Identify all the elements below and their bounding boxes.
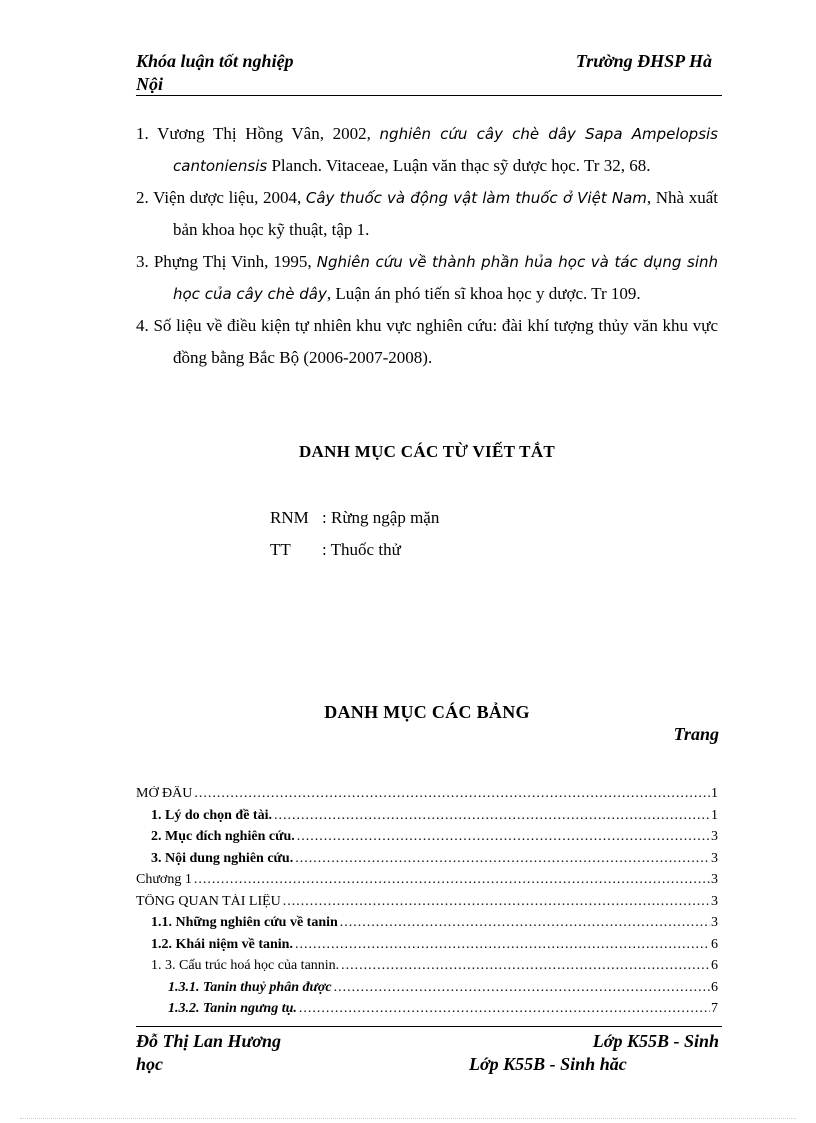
toc-leader-dots — [283, 894, 710, 910]
toc-entry[interactable] — [136, 958, 718, 980]
page-column-label: Trang — [673, 724, 719, 744]
toc-entry[interactable] — [136, 872, 718, 894]
abbreviation-value: Thuốc thử — [330, 540, 401, 559]
abbreviation-value: Rừng ngập mặn — [330, 508, 440, 527]
toc-leader-dots — [194, 786, 710, 802]
footer-major: học — [136, 1054, 163, 1074]
toc-entry[interactable] — [136, 915, 718, 937]
toc-leader-dots — [299, 1001, 710, 1017]
header-divider — [136, 95, 722, 96]
table-of-contents — [136, 786, 718, 1023]
abbreviation-key: TT — [270, 540, 291, 559]
toc-entry-page: 3 — [711, 872, 718, 887]
toc-entry-page: 3 — [711, 829, 718, 844]
toc-leader-dots — [295, 937, 710, 953]
toc-entry-label: 3. Nội dung nghiên cứu. — [151, 850, 294, 866]
toc-entry-label: TỔNG QUAN TÀI LIỆU — [136, 893, 281, 909]
toc-leader-dots — [297, 829, 710, 845]
toc-entry-page: 7 — [711, 1001, 718, 1016]
header-school-name: Trường ĐHSP Hà — [575, 51, 712, 71]
footer-divider — [136, 1026, 722, 1027]
toc-leader-dots — [341, 958, 710, 974]
toc-leader-dots — [194, 872, 710, 888]
reference-item: 4. Số liệu về điều kiện tự nhiên khu vực nghiên cứu: đài khí tượng thủy văn khu vực đồng bằng Bắc Bộ (2006-2007-2008). — [136, 316, 718, 367]
toc-entry-label: MỞ ĐẦU — [136, 786, 193, 801]
toc-leader-dots — [340, 915, 710, 931]
toc-entry[interactable] — [136, 1001, 718, 1023]
toc-entry[interactable] — [136, 894, 718, 916]
toc-entry[interactable] — [136, 851, 718, 873]
tables-heading: DANH MỤC CÁC BẢNG — [324, 702, 530, 722]
toc-leader-dots — [295, 851, 710, 867]
toc-entry-label: 1.1. Những nghiên cứu về tanin — [151, 915, 338, 930]
toc-entry-label: Chương 1 — [136, 872, 192, 887]
toc-entry[interactable] — [136, 829, 718, 851]
toc-entry-page: 6 — [711, 958, 718, 973]
toc-entry-label: 2. Mục đích nghiên cứu. — [151, 829, 295, 844]
reference-item: 2. Viện dược liệu, 2004, Cây thuốc và động vật làm thuốc ở Việt Nam, Nhà xuất bản khoa học kỹ thuật, tập 1. — [136, 188, 718, 239]
toc-entry-label: 1.3.2. Tanin ngưng tụ. — [168, 1001, 297, 1016]
footer-class-duplicate: Lớp K55B - Sinh hăc — [469, 1054, 627, 1074]
toc-entry-page: 1 — [711, 807, 718, 823]
footer-class: Lớp K55B - Sinh — [592, 1031, 719, 1051]
toc-entry[interactable] — [136, 808, 718, 830]
abbreviation-item: RNM : Rừng ngập mặn — [270, 508, 440, 527]
toc-entry-page: 3 — [711, 893, 718, 909]
toc-entry-label: 1.3.1. Tanin thuỷ phân được — [168, 979, 332, 995]
toc-entry-page: 6 — [711, 936, 718, 952]
page-edge-dots — [20, 1118, 796, 1119]
toc-leader-dots — [274, 808, 710, 824]
toc-entry-label: 1. 3. Cấu trúc hoá học của tannin. — [151, 958, 340, 973]
header-school-city: Nội — [136, 74, 163, 94]
toc-entry-page: 3 — [711, 850, 718, 866]
reference-item: 3. Phựng Thị Vinh, 1995, Nghiên cứu về thành phần hủa học và tác dụng sinh học của cây chè dây, Luận án phó tiến sĩ khoa học y dược. Tr 109. — [136, 252, 718, 303]
toc-entry-label: 1. Lý do chọn đề tài. — [151, 807, 272, 823]
abbreviation-item: TT : Thuốc thử — [270, 540, 401, 559]
toc-leader-dots — [334, 980, 710, 996]
abbreviations-heading: DANH MỤC CÁC TỪ VIẾT TẮT — [298, 442, 556, 461]
footer-author: Đỗ Thị Lan Hương — [136, 1031, 281, 1051]
toc-entry-page: 6 — [711, 979, 718, 995]
reference-item: 1. Vương Thị Hồng Vân, 2002, nghiên cứu cây chè dây Sapa Ampelopsis cantoniensis Planch. Vitaceae, Luận văn thạc sỹ dược học. Tr 32, 68. — [136, 124, 718, 175]
abbreviation-key: RNM — [270, 508, 309, 527]
toc-entry-label: 1.2. Khái niệm về tanin. — [151, 936, 293, 952]
header-thesis-title: Khóa luận tốt nghiệp — [136, 51, 294, 71]
reference-list — [136, 118, 718, 374]
toc-entry-page: 3 — [711, 915, 718, 930]
toc-entry[interactable] — [136, 786, 718, 808]
toc-entry[interactable] — [136, 980, 718, 1002]
toc-entry[interactable] — [136, 937, 718, 959]
toc-entry-page: 1 — [711, 786, 718, 801]
